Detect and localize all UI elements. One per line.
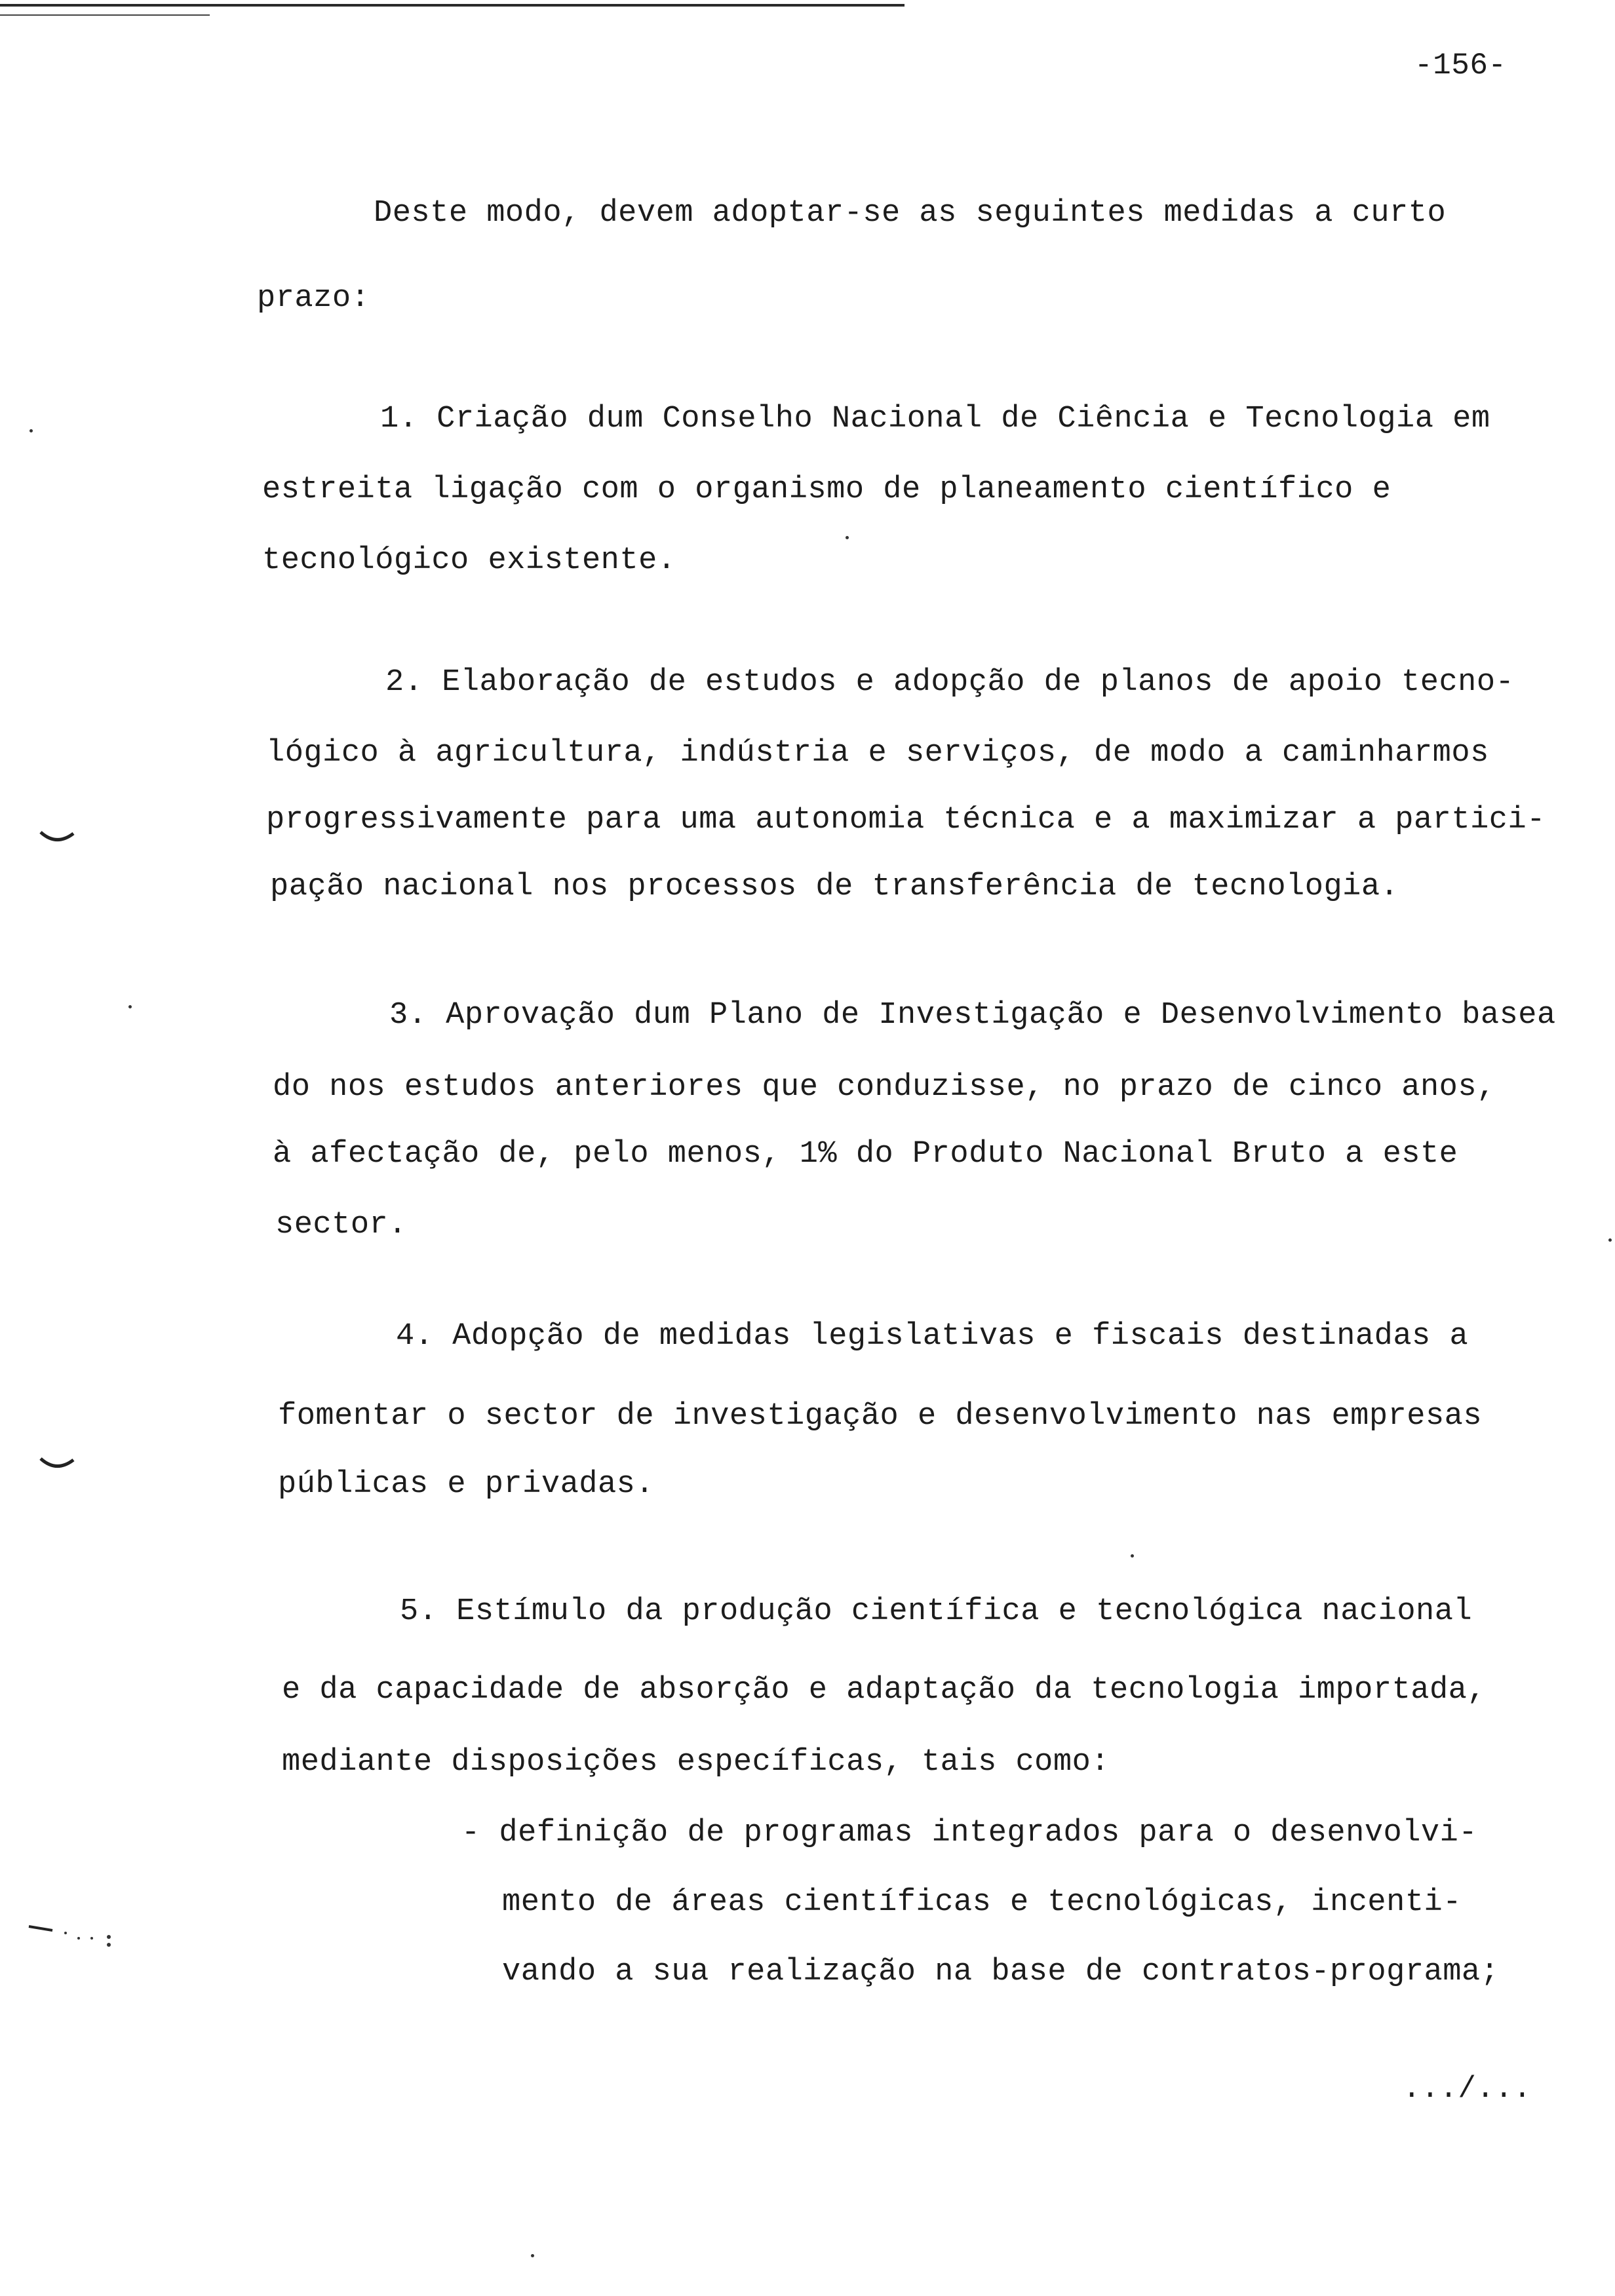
punch-mark-icon: [38, 827, 77, 853]
item-5-line-2: e da capacidade de absorção e adaptação da tecnologia importada,: [282, 1673, 1487, 1708]
item-4-line-2: fomentar o sector de investigação e desenvolvimento nas empresas: [278, 1399, 1483, 1434]
intro-line-1: Deste modo, devem adoptar-se as seguintes medidas a curto: [374, 196, 1447, 231]
item-2-line-2: lógico à agricultura, indústria e serviços, de modo a caminharmos: [266, 736, 1489, 771]
bullet-1-line-1: - definição de programas integrados para o desenvolvi-: [461, 1816, 1478, 1850]
item-4-line-1: 4. Adopção de medidas legislativas e fiscais destinadas a: [396, 1319, 1469, 1354]
item-2-line-3: progressivamente para uma autonomia técnica e a maximizar a partici-: [266, 803, 1546, 837]
scan-speck: [531, 2254, 534, 2257]
scan-speck: [1131, 1554, 1134, 1558]
item-3-line-4: sector.: [275, 1208, 407, 1242]
intro-line-2: prazo:: [257, 281, 370, 316]
item-3-line-1: 3. Aprovação dum Plano de Investigação e Desenvolvimento basea: [389, 998, 1556, 1033]
item-1-line-1: 1. Criação dum Conselho Nacional de Ciência e Tecnologia em: [380, 402, 1490, 436]
item-4-line-3: públicas e privadas.: [278, 1467, 655, 1502]
item-1-line-2: estreita ligação com o organismo de planeamento científico e: [262, 472, 1391, 507]
item-3-line-3: à afectação de, pelo menos, 1% do Produto Nacional Bruto a este: [273, 1137, 1458, 1172]
item-1-line-3: tecnológico existente.: [262, 543, 676, 578]
bullet-1-line-2: mento de áreas científicas e tecnológicas, incenti-: [502, 1885, 1462, 1920]
item-5-line-1: 5. Estímulo da produção científica e tecnológica nacional: [400, 1594, 1473, 1629]
item-2-line-1: 2. Elaboração de estudos e adopção de planos de apoio tecno-: [385, 665, 1515, 700]
scan-speck: [29, 429, 33, 432]
continuation-marker: .../...: [1403, 2072, 1532, 2106]
scan-speck: [846, 536, 849, 539]
scan-speck: [1608, 1238, 1612, 1242]
bullet-1-line-3: vando a sua realização na base de contratos-programa;: [502, 1955, 1500, 1989]
punch-mark-icon: [38, 1453, 77, 1480]
scan-top-rule-thin: [0, 14, 210, 16]
scan-top-rule: [0, 4, 905, 7]
item-3-line-2: do nos estudos anteriores que conduzisse, no prazo de cinco anos,: [273, 1070, 1496, 1105]
item-2-line-4: pação nacional nos processos de transferência de tecnologia.: [270, 870, 1399, 904]
scan-smudge-icon: [26, 1919, 118, 1951]
page-number: -156-: [1414, 48, 1507, 83]
scan-speck: [128, 1005, 132, 1008]
item-5-line-3: mediante disposições específicas, tais como:: [282, 1745, 1110, 1780]
